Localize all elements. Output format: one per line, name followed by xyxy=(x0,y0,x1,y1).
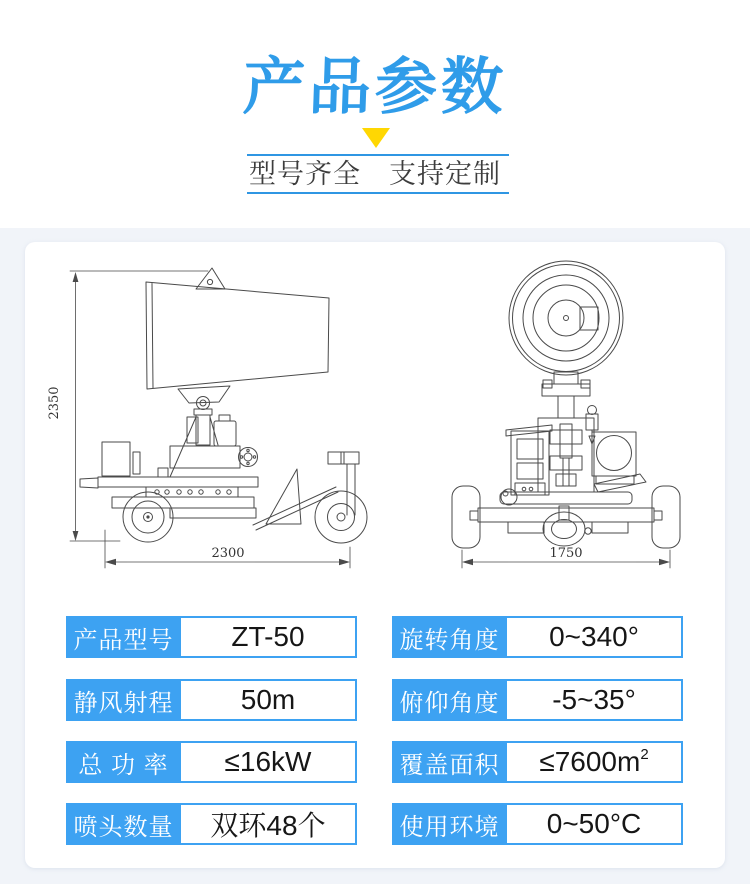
spec-row-rotation xyxy=(392,616,683,658)
technical-drawing xyxy=(25,242,725,602)
spec-row-coverage xyxy=(392,741,683,783)
spec-label: 俯仰角度 xyxy=(392,679,507,721)
down-triangle-icon xyxy=(362,128,390,148)
dim-label-2350: 2350 xyxy=(47,386,62,420)
spec-value: 50m xyxy=(240,684,296,715)
dimension-side-width xyxy=(105,530,350,568)
spec-value: ≤16kW xyxy=(224,746,312,777)
dim-label-1750: 1750 xyxy=(549,546,583,561)
dim-label-2300: 2300 xyxy=(211,546,245,561)
spec-value: ZT-50 xyxy=(231,621,305,652)
spec-label: 静风射程 xyxy=(66,679,181,721)
spec-value: 双环48个 xyxy=(210,810,326,841)
page-subtitle: 型号齐全 支持定制 xyxy=(249,159,501,189)
spec-value: ≤7600m 2 xyxy=(539,746,649,777)
superscript: 2 xyxy=(640,746,649,763)
spec-label: 使用环境 xyxy=(392,803,507,845)
spec-value: 0~340° xyxy=(549,621,639,652)
spec-value: -5~35° xyxy=(552,684,636,715)
dimension-front-width xyxy=(462,546,670,568)
spec-value: 0~50°C xyxy=(546,808,642,839)
subtitle-rule-bottom xyxy=(247,192,509,194)
spec-label: 喷头数量 xyxy=(66,803,181,845)
spec-row-range xyxy=(66,679,357,721)
spec-row-pitch xyxy=(392,679,683,721)
dimension-height xyxy=(47,271,208,541)
spec-row-model xyxy=(66,616,357,658)
page-title: 产品参数 xyxy=(241,53,509,122)
side-view-drawing xyxy=(47,268,367,568)
spec-row-power xyxy=(66,741,357,783)
spec-row-environment xyxy=(392,803,683,845)
spec-label: 覆盖面积 xyxy=(392,741,507,783)
spec-label: 总 功 率 xyxy=(66,741,181,783)
front-view-drawing xyxy=(452,261,680,568)
spec-label: 旋转角度 xyxy=(392,616,507,658)
spec-label: 产品型号 xyxy=(66,616,181,658)
spec-row-nozzles xyxy=(66,803,357,845)
